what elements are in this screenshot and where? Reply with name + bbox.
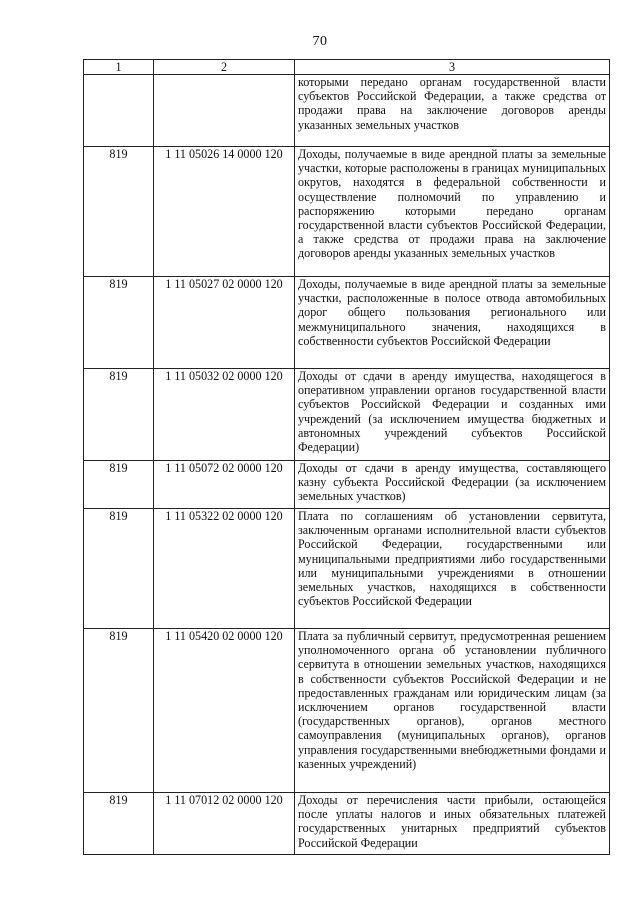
budget-code-cell <box>154 75 295 147</box>
description-cell: Доходы от сдачи в аренду имущества, находящегося в оперативном управлении органов государственной власти субъектов Российской Федерации и созданных ими учреждений (за исключением имущества бюджетных и автономных учреждений субъектов Российской Федерации) <box>295 369 610 461</box>
description-cell: Плата за публичный сервитут, предусмотренная решением уполномоченного органа об установлении публичного сервитута в отношении земельных участков, находящихся в собственности субъектов Российской Федерации и не предоставленных гражданам или юридическим лицам (за исключением органов государственной власти (государственных органов), органов местного самоуправления (муниципальных органов), органов управления государственными внебюджетными фондами и казенных учреждений) <box>295 629 610 793</box>
budget-code-cell: 1 11 05420 02 0000 120 <box>154 629 295 793</box>
column-header-1: 1 <box>84 60 154 75</box>
admin-code-cell: 819 <box>84 793 154 855</box>
table-row <box>84 793 610 855</box>
budget-code-cell: 1 11 05072 02 0000 120 <box>154 461 295 509</box>
description-cell: Плата по соглашениям об установлении сервитута, заключенным органами исполнительной власти субъектов Российской Федерации, государственными или муниципальными предприятиями либо государственными или муниципальными учреждениями в отношении земельных участков, находящихся в собственности субъектов Российской Федерации <box>295 509 610 629</box>
table-row <box>84 75 610 147</box>
description-cell: Доходы, получаемые в виде арендной платы за земельные участки, расположенные в полосе отвода автомобильных дорог общего пользования регионального или межмуниципального значения, находящихся в собственности субъектов Российской Федерации <box>295 277 610 369</box>
budget-code-cell: 1 11 07012 02 0000 120 <box>154 793 295 855</box>
column-header-3: 3 <box>295 60 610 75</box>
description-cell: Доходы от перечисления части прибыли, остающейся после уплаты налогов и иных обязательных платежей государственных унитарных предприятий субъектов Российской Федерации <box>295 793 610 855</box>
admin-code-cell: 819 <box>84 147 154 277</box>
budget-code-cell: 1 11 05322 02 0000 120 <box>154 509 295 629</box>
description-cell: которыми передано органам государственной власти субъектов Российской Федерации, а также средства от продажи права на заключение договоров аренды указанных земельных участков <box>295 75 610 147</box>
admin-code-cell: 819 <box>84 369 154 461</box>
budget-code-cell: 1 11 05027 02 0000 120 <box>154 277 295 369</box>
table-row <box>84 509 610 629</box>
table-row <box>84 147 610 277</box>
budget-code-cell: 1 11 05026 14 0000 120 <box>154 147 295 277</box>
page-number: 70 <box>312 34 328 49</box>
table-header-row <box>84 60 610 75</box>
admin-code-cell: 819 <box>84 629 154 793</box>
table-row <box>84 277 610 369</box>
admin-code-cell <box>84 75 154 147</box>
revenue-codes-table <box>83 59 610 855</box>
description-cell: Доходы от сдачи в аренду имущества, составляющего казну субъекта Российской Федерации (за исключением земельных участков) <box>295 461 610 509</box>
budget-code-cell: 1 11 05032 02 0000 120 <box>154 369 295 461</box>
table-row <box>84 369 610 461</box>
admin-code-cell: 819 <box>84 277 154 369</box>
table-row <box>84 629 610 793</box>
admin-code-cell: 819 <box>84 461 154 509</box>
table-row <box>84 461 610 509</box>
admin-code-cell: 819 <box>84 509 154 629</box>
column-header-2: 2 <box>154 60 295 75</box>
description-cell: Доходы, получаемые в виде арендной платы за земельные участки, которые расположены в границах муниципальных округов, находятся в федеральной собственности и осуществление полномочий по управлению и распоряжению которыми передано органам государственной власти субъектов Российской Федерации, а также средства от продажи права на заключение договоров аренды указанных земельных участков <box>295 147 610 277</box>
